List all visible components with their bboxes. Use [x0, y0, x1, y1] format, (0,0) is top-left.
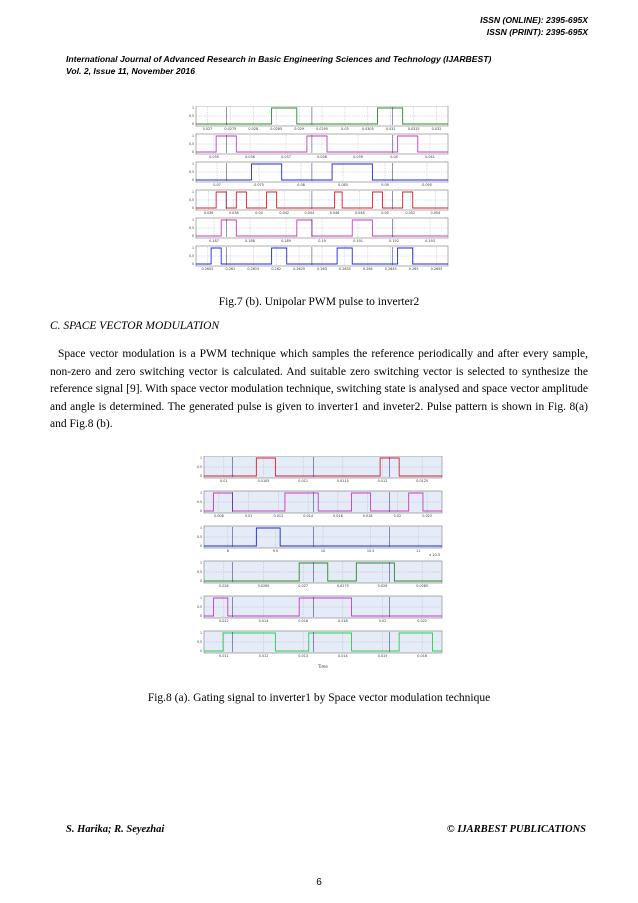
x-tick-label: 0.193: [425, 239, 435, 244]
x-tick-label: 0.011: [218, 654, 229, 659]
y-tick-label: 1: [191, 134, 194, 138]
x-tick-label: 0.095: [422, 183, 432, 188]
footer-publisher: © IJARBEST PUBLICATIONS: [446, 824, 586, 835]
y-tick-label: 0.5: [188, 114, 194, 118]
x-tick-label: 0.012: [273, 514, 284, 519]
x-tick-label: 0.044: [304, 211, 315, 216]
y-tick-label: 0: [199, 544, 202, 548]
y-tick-label: 0: [199, 509, 202, 513]
y-tick-label: 1: [191, 218, 194, 222]
y-tick-label: 0: [191, 234, 194, 238]
x-tick-label: 0.0115: [336, 479, 349, 484]
x-tick-label: 0.039: [353, 155, 363, 160]
x-tick-label: 0.2655: [430, 267, 443, 272]
x-tick-label: 0.037: [281, 155, 291, 160]
y-tick-label: 0: [191, 150, 194, 154]
x-tick-label: 0.0295: [316, 127, 328, 132]
x-tick-label: 0.02: [393, 514, 402, 519]
x-tick-label: 0.075: [254, 183, 264, 188]
x-tick-label: 0.027: [202, 127, 213, 132]
y-tick-label: 0: [199, 649, 202, 653]
x-tick-label: 0.018: [337, 619, 348, 624]
x-tick-label: 0.0275: [224, 127, 237, 132]
x-tick-label: 0.012: [218, 619, 229, 624]
fig7b-caption: Fig.7 (b). Unipolar PWM pulse to inverter2: [218, 296, 420, 308]
journal-volume: Vol. 2, Issue 11, November 2016: [66, 66, 195, 76]
y-tick-label: 0: [199, 579, 202, 583]
y-tick-label: 0: [191, 206, 194, 210]
y-tick-label: 0: [191, 178, 194, 182]
y-tick-label: 1: [191, 190, 194, 194]
fig7b-chart: [186, 106, 454, 278]
x-tick-label: 0.035: [209, 155, 219, 160]
y-tick-label: 1: [191, 106, 194, 110]
x-tick-label: 0.016: [333, 514, 343, 519]
x-tick-label: 0.015: [377, 654, 388, 659]
x-tick-label: 0.0105: [257, 479, 270, 484]
x-tick-label: 0.2645: [384, 267, 397, 272]
x-tick-label: 0.265: [408, 267, 419, 272]
x-tick-label: 0.0265: [257, 584, 270, 589]
x-tick-label: 0.0275: [336, 584, 349, 589]
x-tick-label: 0.029: [294, 127, 304, 132]
footer-authors: S. Harika; R. Seyezhai: [66, 824, 165, 835]
y-tick-label: 1: [191, 246, 194, 250]
x-tick-label: 0.052: [405, 211, 416, 216]
y-tick-label: 0.5: [196, 465, 202, 469]
issn-print: ISSN (PRINT): 2395-695X: [486, 27, 588, 37]
x-tick-label: 0.041: [425, 155, 435, 160]
x-tick-label: 0.0305: [361, 127, 374, 132]
x-tick-label: 9.5: [272, 549, 279, 554]
x-tick-label: 0.026: [218, 584, 229, 589]
y-tick-label: 0.5: [196, 605, 202, 609]
x-tick-label: 0.2615: [247, 267, 260, 272]
axis-exponent-label: x 10-3: [429, 553, 440, 557]
section-paragraph: Space vector modulation is a PWM technique which samples the reference periodically and after every sample, non-zero and zero switching vector is calculated. And suitable zero switching vector is selected to synthesize the reference signal [9]. With space vector modulation technique, switching state is analysed and space vector amplitude and angle is determined. The generated pulse is given to inverter1 and inveter2. Pulse pattern is shown in Fig. 8(a) and Fig.8 (b).: [50, 348, 588, 430]
x-tick-label: 11: [416, 549, 421, 554]
y-tick-label: 1: [199, 561, 202, 565]
x-tick-label: 0.046: [329, 211, 340, 216]
x-tick-label: 0.189: [281, 239, 291, 244]
x-tick-label: 0.03: [341, 127, 349, 132]
x-tick-label: 0.022: [422, 514, 432, 519]
y-tick-label: 0.5: [196, 570, 202, 574]
journal-title: International Journal of Advanced Research in Basic Engineering Sciences and Technology (IJARBEST): [66, 54, 492, 64]
x-tick-label: 0.036: [203, 211, 214, 216]
x-tick-label: 0.01: [244, 514, 253, 519]
x-tick-label: 0.192: [389, 239, 399, 244]
x-tick-label: 0.0285: [416, 584, 429, 589]
x-tick-label: 0.261: [225, 267, 236, 272]
x-tick-label: 0.012: [258, 654, 269, 659]
x-tick-label: 0.264: [362, 267, 373, 272]
fig8a-caption: Fig.8 (a). Gating signal to inverter1 by Space vector modulation technique: [147, 692, 491, 704]
x-tick-label: 10: [320, 549, 326, 554]
x-tick-label: 8: [226, 549, 229, 554]
x-tick-label: 0.0285: [270, 127, 283, 132]
issn-online: ISSN (ONLINE): 2395-695X: [480, 15, 588, 25]
x-axis-label: Time: [318, 664, 328, 669]
y-tick-label: 0.5: [188, 198, 194, 202]
x-tick-label: 0.054: [430, 211, 441, 216]
x-tick-label: 0.02: [378, 619, 387, 624]
x-tick-label: 0.027: [298, 584, 309, 589]
x-tick-label: 0.01: [220, 479, 228, 484]
x-tick-label: 0.07: [213, 183, 221, 188]
x-tick-label: 0.031: [385, 127, 396, 132]
x-tick-label: 0.09: [381, 183, 389, 188]
x-tick-label: 0.04: [390, 155, 398, 160]
x-tick-label: 0.187: [209, 239, 219, 244]
x-tick-label: 0.032: [431, 127, 442, 132]
x-tick-label: 0.008: [214, 514, 224, 519]
y-tick-label: 0.5: [188, 142, 194, 146]
x-tick-label: 0.042: [279, 211, 290, 216]
x-tick-label: 0.011: [298, 479, 309, 484]
x-tick-label: 0.016: [298, 619, 309, 624]
x-tick-label: 0.05: [381, 211, 389, 216]
y-tick-label: 0.5: [188, 170, 194, 174]
x-tick-label: 0.191: [353, 239, 363, 244]
x-tick-label: 0.048: [354, 211, 365, 216]
y-tick-label: 1: [199, 526, 202, 530]
x-tick-label: 0.263: [317, 267, 327, 272]
y-tick-label: 1: [191, 162, 194, 166]
y-tick-label: 0: [199, 614, 202, 618]
y-tick-label: 1: [199, 596, 202, 600]
x-tick-label: 0.2635: [338, 267, 351, 272]
x-tick-label: 0.014: [303, 514, 313, 519]
x-tick-label: 0.038: [228, 211, 239, 216]
y-tick-label: 0.5: [196, 500, 202, 504]
y-tick-label: 1: [199, 631, 202, 635]
y-tick-label: 0.5: [196, 640, 202, 644]
y-tick-label: 0.5: [196, 535, 202, 539]
x-tick-label: 0.262: [271, 267, 282, 272]
x-tick-label: 0.188: [245, 239, 255, 244]
x-tick-label: 0.013: [298, 654, 309, 659]
x-tick-label: 0.08: [297, 183, 305, 188]
x-tick-label: 0.085: [338, 183, 348, 188]
x-tick-label: 0.04: [255, 211, 263, 216]
y-tick-label: 1: [199, 456, 202, 460]
x-tick-label: 0.014: [258, 619, 269, 624]
y-tick-label: 0.5: [188, 226, 194, 230]
y-tick-label: 0: [191, 122, 194, 126]
x-tick-label: 0.19: [318, 239, 326, 244]
section-title: C. SPACE VECTOR MODULATION: [50, 320, 220, 332]
x-tick-label: 0.018: [362, 514, 373, 519]
x-tick-label: 0.028: [377, 584, 388, 589]
x-tick-label: 0.012: [377, 479, 388, 484]
y-tick-label: 0.5: [188, 254, 194, 258]
x-tick-label: 0.028: [248, 127, 259, 132]
x-tick-label: 0.016: [417, 654, 428, 659]
x-tick-label: 0.014: [337, 654, 348, 659]
x-tick-label: 0.022: [417, 619, 428, 624]
y-tick-label: 1: [199, 491, 202, 495]
page-number: 6: [316, 877, 322, 888]
fig8a-chart: [196, 456, 446, 678]
x-tick-label: 0.038: [317, 155, 327, 160]
y-tick-label: 0: [191, 262, 194, 266]
x-tick-label: 0.0125: [416, 479, 429, 484]
y-tick-label: 0: [199, 474, 202, 478]
x-tick-label: 0.036: [245, 155, 255, 160]
x-tick-label: 0.2625: [293, 267, 306, 272]
x-tick-label: 0.2605: [201, 267, 214, 272]
x-tick-label: 10.5: [366, 549, 375, 554]
x-tick-label: 0.0315: [407, 127, 420, 132]
